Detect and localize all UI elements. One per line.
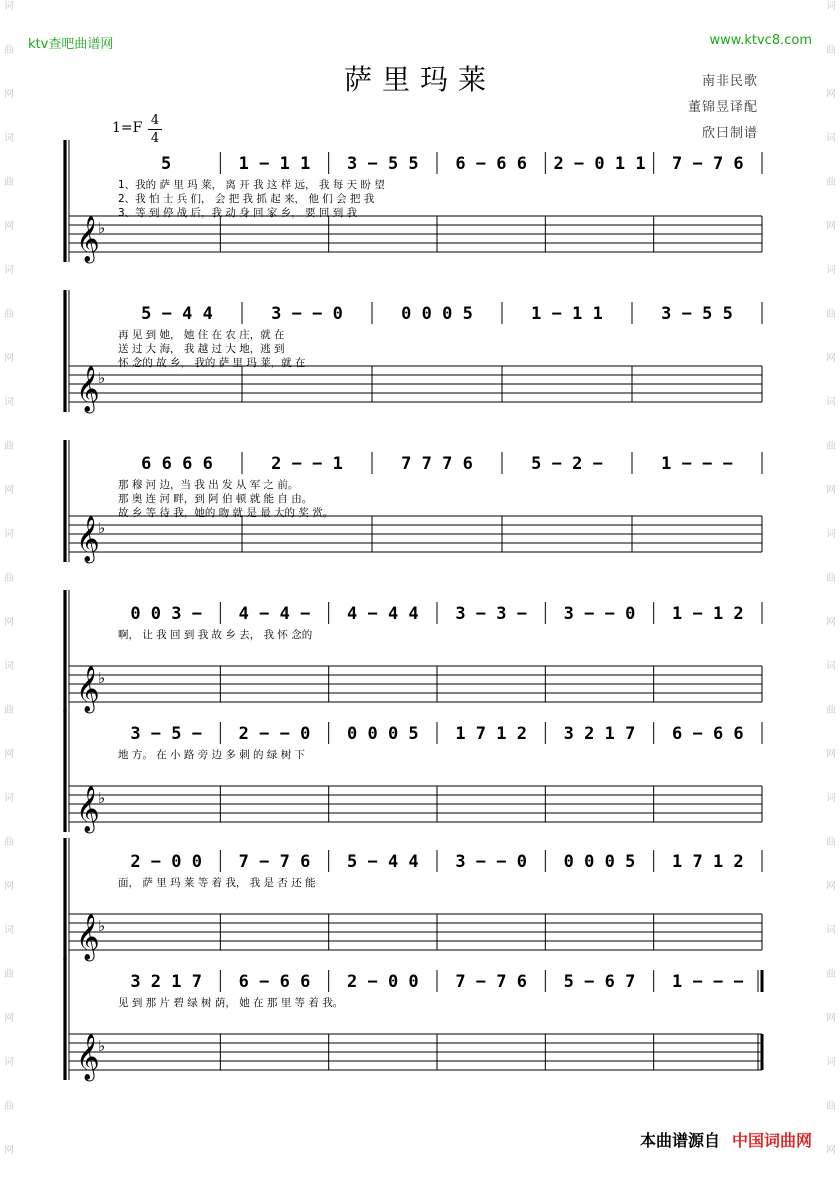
lyric-line: 那 穆 河 边，当 我 出 发 从 军 之 前。 xyxy=(118,479,299,491)
watermark-char: 词 xyxy=(826,529,836,540)
key-flat-icon: ♭ xyxy=(98,917,106,935)
footer-source-label: 本曲谱源自 xyxy=(639,1131,720,1150)
credit-origin: 南非民歌 xyxy=(701,74,758,89)
watermark-char: 网 xyxy=(4,485,14,496)
lyric-line: 故 乡 等 待 我，她的 吻 就 是 最 大的 奖 赏。 xyxy=(118,507,334,519)
lyric-line: 3、等 到 停 战 后，我 动 身 回 家 乡， 要 回 到 我 xyxy=(118,207,358,219)
jianpu-measure: 2 − − 1 xyxy=(271,454,343,474)
key-flat-icon: ♭ xyxy=(98,519,106,537)
credit-arranger: 欣曰制谱 xyxy=(701,126,758,141)
watermark-char: 网 xyxy=(826,1145,836,1156)
jianpu-measure: 6 − 6 6 xyxy=(238,972,311,992)
key-flat-icon: ♭ xyxy=(98,369,106,387)
watermark-char: 曲 xyxy=(826,309,836,320)
watermark-char: 词 xyxy=(826,1057,836,1068)
jianpu-measure: 3 − − 0 xyxy=(563,604,636,624)
lyric-line: 面， 萨 里 玛 莱 等 着 我， 我 是 否 还 能 xyxy=(118,877,316,889)
watermark-char: 曲 xyxy=(4,837,14,848)
jianpu-measure: 0 0 0 5 xyxy=(347,724,419,744)
time-signature-numerator: 4 xyxy=(150,113,160,128)
jianpu-measure: 5 − 4 4 xyxy=(347,852,419,872)
watermark-char: 词 xyxy=(826,265,836,276)
treble-clef-icon: 𝄞 xyxy=(76,366,100,412)
jianpu-measure: 0 0 3 − xyxy=(130,604,202,624)
jianpu-measure: 6 − 6 6 xyxy=(672,724,744,744)
lyric-line: 再 见 到 她， 她 住 在 农 庄，就 在 xyxy=(118,329,285,341)
credit-translator: 董锦昱译配 xyxy=(687,100,758,115)
footer-source xyxy=(640,1128,812,1151)
jianpu-measure: 5 − 4 4 xyxy=(141,304,213,324)
lyric-line: 地 方。 在 小 路 旁 边 多 刺 的 绿 树 下 xyxy=(118,749,306,761)
jianpu-measure: 2 − 0 1 1 xyxy=(553,154,646,174)
watermark-char: 词 xyxy=(4,265,14,276)
watermark-char: 网 xyxy=(4,617,14,628)
jianpu-measure: 5 − 2 − xyxy=(531,454,603,474)
jianpu-measure: 1 − 1 2 xyxy=(672,604,744,624)
treble-clef-icon: 𝄞 xyxy=(76,516,100,562)
watermark-char: 词 xyxy=(826,661,836,672)
jianpu-measure: 3 2 1 7 xyxy=(563,724,636,744)
watermark-char: 词 xyxy=(4,793,14,804)
watermark-char: 网 xyxy=(826,617,836,628)
watermark-char: 网 xyxy=(826,1013,836,1024)
jianpu-measure: 1 − − − xyxy=(672,972,744,992)
lyric-line: 1、我的 萨 里 玛 莱， 离 开 我 这 样 远， 我 每 天 盼 望 xyxy=(118,179,385,191)
watermark-char: 网 xyxy=(4,89,14,100)
jianpu-measure: 3 2 1 7 xyxy=(130,972,202,992)
watermark-char: 词 xyxy=(4,925,14,936)
watermark-char: 曲 xyxy=(826,441,836,452)
time-signature-denominator: 4 xyxy=(150,131,160,146)
watermark-char: 曲 xyxy=(826,1101,836,1112)
jianpu-measure: 7 − 7 6 xyxy=(672,154,744,174)
watermark-char: 词 xyxy=(4,1057,14,1068)
lyric-line: 怀 念的 故 乡， 我的 萨 里 玛 莱，就 在 xyxy=(118,357,306,369)
watermark-char: 网 xyxy=(4,881,14,892)
jianpu-measure: 2 − 0 0 xyxy=(347,972,419,992)
lyric-line: 送 过 大 海， 我 越 过 大 地，逃 到 xyxy=(118,343,285,355)
jianpu-measure: 1 − 1 1 xyxy=(238,154,311,174)
jianpu-measure: 7 − 7 6 xyxy=(455,972,527,992)
lyric-line: 见 到 那 片 碧 绿 树 荫， 她 在 那 里 等 着 我。 xyxy=(118,997,344,1009)
watermark-char: 词 xyxy=(4,133,14,144)
watermark-char: 曲 xyxy=(4,177,14,188)
watermark-char: 网 xyxy=(826,221,836,232)
key-flat-icon: ♭ xyxy=(98,789,106,807)
watermark-char: 曲 xyxy=(4,1101,14,1112)
watermark-char: 网 xyxy=(826,89,836,100)
jianpu-measure: 5 xyxy=(161,154,172,174)
watermark-char: 曲 xyxy=(826,969,836,980)
watermark-char: 曲 xyxy=(826,705,836,716)
jianpu-measure: 7 − 7 6 xyxy=(238,852,311,872)
jianpu-measure: 3 − − 0 xyxy=(271,304,343,324)
watermark-char: 网 xyxy=(826,881,836,892)
watermark-char: 曲 xyxy=(826,45,836,56)
lyric-line: 2、我 怕 士 兵 们， 会 把 我 抓 起 来， 他 们 会 把 我 xyxy=(118,193,375,205)
jianpu-measure: 6 6 6 6 xyxy=(141,454,213,474)
jianpu-measure: 4 − 4 4 xyxy=(347,604,419,624)
watermark-char: 曲 xyxy=(4,969,14,980)
watermark-char: 词 xyxy=(826,1,836,12)
key-flat-icon: ♭ xyxy=(98,219,106,237)
jianpu-measure: 1 7 1 2 xyxy=(672,852,744,872)
watermark-char: 网 xyxy=(826,353,836,364)
watermark-char: 词 xyxy=(4,529,14,540)
jianpu-measure: 7 7 7 6 xyxy=(401,454,473,474)
treble-clef-icon: 𝄞 xyxy=(76,216,100,262)
treble-clef-icon: 𝄞 xyxy=(76,786,100,832)
jianpu-measure: 6 − 6 6 xyxy=(455,154,527,174)
watermark-char: 曲 xyxy=(4,45,14,56)
watermark-char: 网 xyxy=(4,1145,14,1156)
watermark-char: 曲 xyxy=(4,441,14,452)
watermark-char: 网 xyxy=(826,485,836,496)
watermark-char: 词 xyxy=(4,661,14,672)
watermark-char: 网 xyxy=(4,221,14,232)
watermark-char: 曲 xyxy=(826,177,836,188)
footer-source-site[interactable]: 中国词曲网 xyxy=(731,1131,812,1150)
watermark-char: 曲 xyxy=(4,309,14,320)
key-flat-icon: ♭ xyxy=(98,669,106,687)
watermark-char: 词 xyxy=(4,1,14,12)
treble-clef-icon: 𝄞 xyxy=(76,666,100,712)
jianpu-measure: 3 − − 0 xyxy=(455,852,527,872)
watermark-char: 曲 xyxy=(4,573,14,584)
watermark-char: 曲 xyxy=(4,705,14,716)
header-site-url[interactable]: www.ktvc8.com xyxy=(709,33,812,48)
key-signature: 1=F xyxy=(112,120,143,136)
treble-clef-icon: 𝄞 xyxy=(76,1034,100,1080)
jianpu-measure: 3 − 3 − xyxy=(455,604,527,624)
jianpu-measure: 3 − 5 5 xyxy=(347,154,419,174)
jianpu-measure: 0 0 0 5 xyxy=(401,304,473,324)
jianpu-measure: 0 0 0 5 xyxy=(563,852,636,872)
watermark-char: 网 xyxy=(826,749,836,760)
lyric-line: 那 奥 连 河 畔，到 阿 伯 顿 就 能 自 由。 xyxy=(118,493,313,505)
jianpu-measure: 1 − 1 1 xyxy=(531,304,603,324)
watermark-char: 曲 xyxy=(826,573,836,584)
key-flat-icon: ♭ xyxy=(98,1037,106,1055)
watermark-char: 词 xyxy=(826,397,836,408)
watermark-char: 网 xyxy=(4,1013,14,1024)
jianpu-measure: 3 − 5 5 xyxy=(661,304,733,324)
jianpu-measure: 1 − − − xyxy=(661,454,733,474)
lyric-line: 啊， 让 我 回 到 我 故 乡 去， 我 怀 念的 xyxy=(118,629,313,641)
watermark-char: 词 xyxy=(4,397,14,408)
jianpu-measure: 2 − 0 0 xyxy=(130,852,202,872)
watermark-char: 曲 xyxy=(826,837,836,848)
song-title: 萨里玛莱 xyxy=(343,63,496,96)
jianpu-measure: 2 − − 0 xyxy=(238,724,311,744)
watermark-char: 词 xyxy=(826,925,836,936)
watermark-char: 词 xyxy=(826,793,836,804)
jianpu-measure: 5 − 6 7 xyxy=(563,972,636,992)
watermark-char: 网 xyxy=(4,353,14,364)
treble-clef-icon: 𝄞 xyxy=(76,914,100,960)
jianpu-measure: 4 − 4 − xyxy=(238,604,311,624)
jianpu-measure: 1 7 1 2 xyxy=(455,724,527,744)
jianpu-measure: 3 − 5 − xyxy=(130,724,202,744)
watermark-char: 词 xyxy=(826,133,836,144)
watermark-char: 网 xyxy=(4,749,14,760)
header-site-name: ktv查吧曲谱网 xyxy=(28,37,114,52)
